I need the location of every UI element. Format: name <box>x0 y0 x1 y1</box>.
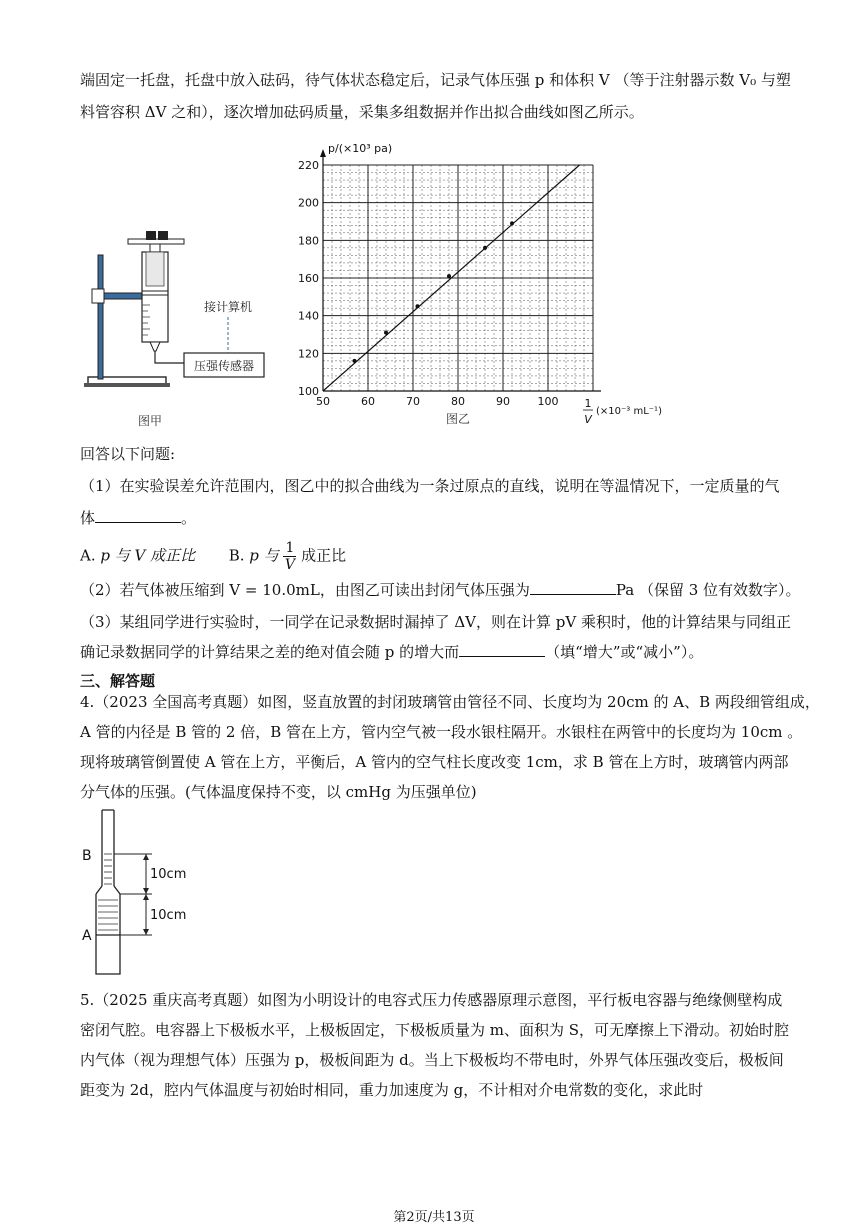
data-point <box>353 359 357 363</box>
figure-jia <box>80 225 290 430</box>
y-tick-label: 120 <box>298 347 319 361</box>
label-a: A <box>82 928 92 944</box>
sensor-label: 压强传感器 <box>193 359 255 373</box>
figure-yi-chart <box>290 135 680 435</box>
q1-end: 。 <box>181 509 197 527</box>
p4-line-3: 现将玻璃管倒置使 A 管在上方，平衡后，A 管内的空气柱长度改变 1cm，求 B 管在上方时，玻璃管内两部 <box>80 753 789 771</box>
svg-text:1: 1 <box>584 397 592 410</box>
q3-line-1: （3）某组同学进行实验时，一同学在记录数据时漏掉了 ΔV，则在计算 pV 乘积时，他的计算结果与同组正 <box>80 613 791 631</box>
svg-text:(×10⁻³ mL⁻¹): (×10⁻³ mL⁻¹) <box>596 406 662 417</box>
x-tick-label: 70 <box>406 395 420 408</box>
q1-answer-blank[interactable] <box>95 508 181 523</box>
y-tick-label: 140 <box>298 309 319 323</box>
page-footer: 第2页/共13页 <box>393 1210 475 1225</box>
p5-line-1: 5.（2025 重庆高考真题）如图为小明设计的电容式压力传感器原理示意图，平行板电容器与绝缘侧壁构成 <box>80 991 783 1009</box>
p4-line-1: 4.（2023 全国高考真题）如图，竖直放置的封闭玻璃管由管径不同、长度均为 20cm 的 A、B 两段细管组成， <box>80 693 820 711</box>
intro-line-2: 料管容积 ΔV 之和），逐次增加砝码质量，采集多组数据并作出拟合曲线如图乙所示。 <box>80 103 644 121</box>
x-tick-label: 90 <box>496 395 510 408</box>
q1-line-1: （1）在实验误差允许范围内，图乙中的拟合曲线为一条过原点的直线，说明在等温情况下，一定质量的气 <box>80 477 780 495</box>
q3-text: 确记录数据同学的计算结果之差的绝对值会随 p 的增大而 <box>80 643 460 661</box>
computer-label: 接计算机 <box>203 300 253 314</box>
y-tick-label: 200 <box>298 196 319 210</box>
data-point <box>510 221 514 225</box>
q2-line <box>80 580 801 600</box>
option-b-p: p 与 <box>249 546 279 565</box>
option-a-prefix: A. <box>80 546 96 565</box>
x-tick-label: 60 <box>361 395 375 408</box>
y-tick-label: 160 <box>298 272 319 285</box>
q1-line-2 <box>80 508 196 528</box>
option-b-prefix: B. <box>228 546 245 565</box>
stand-rod <box>98 255 103 379</box>
q3-answer-blank[interactable] <box>459 642 545 657</box>
svg-text:V: V <box>584 413 592 426</box>
figure-glass-tube <box>80 808 200 978</box>
caption-yi: 图乙 <box>445 412 471 426</box>
dim-label-lower: 10cm <box>150 908 187 923</box>
p4-line-4: 分气体的压强。(气体温度保持不变，以 cmHg 为压强单位) <box>80 783 477 801</box>
x-tick-label: 80 <box>451 395 465 408</box>
mercury-b <box>103 854 113 886</box>
data-point <box>384 331 388 335</box>
option-b-end: 成正比 <box>301 546 347 565</box>
weight-left <box>146 231 156 240</box>
data-point <box>447 274 451 278</box>
data-point <box>483 246 487 250</box>
option-a-text: p 与 V 成正比 <box>100 546 196 565</box>
p5-line-3: 内气体（视为理想气体）压强为 p，极板间距为 d。当上下极板均不带电时，外界气体压强改变后，极板间 <box>80 1051 784 1069</box>
data-point <box>416 304 420 308</box>
q2-unit: Pa （保留 3 位有效数字）。 <box>615 581 801 599</box>
q3-end: （填“增大”或“减小”）。 <box>545 643 704 661</box>
intro-line-1: 端固定一托盘，托盘中放入砝码，待气体状态稳定后，记录气体压强 p 和体积 V （等于注射器示数 V₀ 与塑 <box>80 71 791 89</box>
y-axis-label: p/(×10³ pa) <box>328 142 393 155</box>
section-title: 三、解答题 <box>80 672 156 690</box>
y-tick-label: 220 <box>298 159 319 172</box>
p5-line-2: 密闭气腔。电容器上下极板水平，上极板固定，下极板质量为 m、面积为 S，可无摩擦上下滑动。初始时腔 <box>80 1021 790 1039</box>
x-tick-label: 100 <box>537 395 559 408</box>
y-tick-label: 180 <box>298 234 319 248</box>
p4-line-2: A 管的内径是 B 管的 2 倍，B 管在上方，管内空气被一段水银柱隔开。水银柱在两管中的长度均为 10cm 。 <box>80 723 803 741</box>
weight-right <box>158 231 168 240</box>
label-b: B <box>82 848 92 864</box>
q2-text: （2）若气体被压缩到 V = 10.0mL，由图乙可读出封闭气体压强为 <box>80 581 530 599</box>
plastic-tube <box>155 351 184 363</box>
y-axis-arrow <box>320 149 326 157</box>
y-tick-label: 100 <box>298 385 319 398</box>
q3-line-2 <box>80 642 703 662</box>
q2-answer-blank[interactable] <box>530 580 616 595</box>
x-tick-label: 50 <box>316 395 330 408</box>
p5-line-4: 距变为 2d，腔内气体温度与初始时相同，重力加速度为 g，不计相对介电常数的变化，求此时 <box>80 1081 704 1099</box>
dim-label-upper: 10cm <box>150 867 187 882</box>
q1-text: 体 <box>80 509 96 527</box>
q1-options <box>80 540 346 573</box>
option-b-fraction: $\frac{1}{V}$ <box>284 540 295 573</box>
caption-jia: 图甲 <box>137 414 163 428</box>
x-axis-label <box>583 397 662 426</box>
questions-intro: 回答以下问题: <box>80 445 176 463</box>
